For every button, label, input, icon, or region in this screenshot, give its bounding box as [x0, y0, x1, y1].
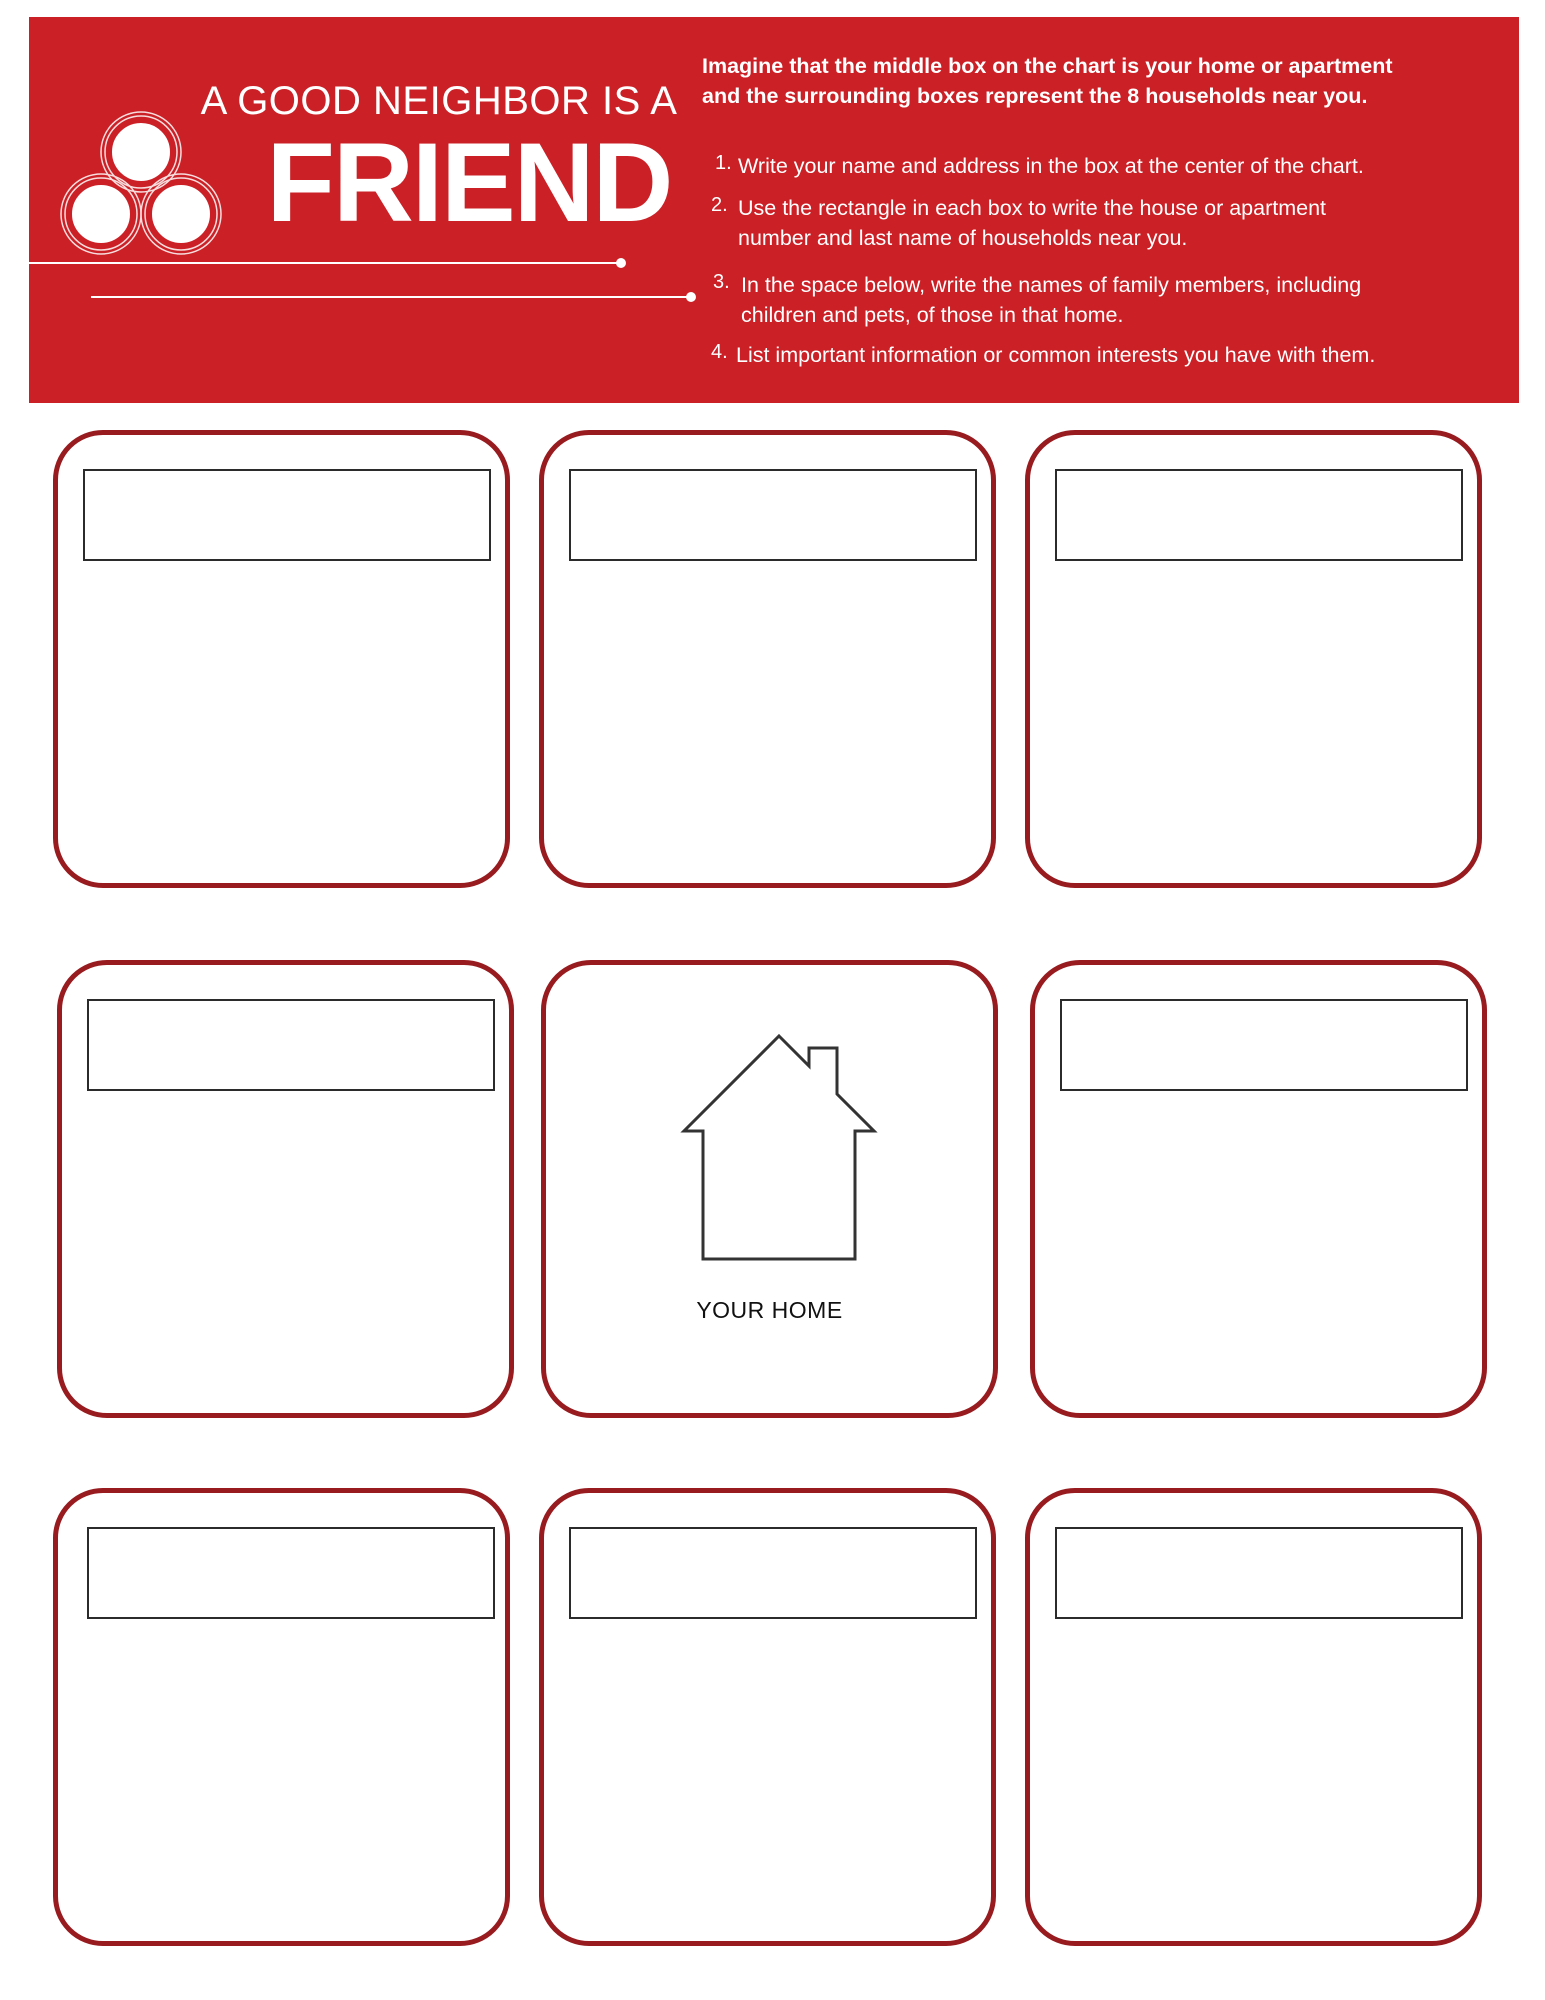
neighbor-box-bottom-right	[1025, 1488, 1482, 1946]
intro-line-2: and the surrounding boxes represent the 8 households near you.	[702, 84, 1368, 108]
header-banner	[29, 17, 1519, 403]
household-name-field[interactable]	[87, 999, 495, 1091]
your-home-label: YOUR HOME	[696, 1297, 843, 1323]
household-name-field[interactable]	[569, 1527, 977, 1619]
household-name-field[interactable]	[87, 1527, 495, 1619]
household-name-field[interactable]	[1055, 469, 1463, 561]
step-number: 3.	[713, 271, 730, 293]
neighbor-box-middle-left	[57, 960, 514, 1418]
house-icon	[656, 1027, 896, 1287]
header-title: FRIEND	[266, 120, 672, 245]
neighbor-box-bottom-center	[539, 1488, 996, 1946]
step-number: 2.	[711, 194, 728, 216]
step-text: children and pets, of those in that home.	[741, 303, 1124, 327]
household-name-field[interactable]	[1055, 1527, 1463, 1619]
step-number: 1.	[715, 152, 732, 174]
step-number: 4.	[711, 341, 728, 363]
household-name-field[interactable]	[83, 469, 491, 561]
header-subtitle: A GOOD NEIGHBOR IS A	[200, 79, 678, 123]
your-home-box[interactable]	[541, 960, 998, 1418]
step-text: Use the rectangle in each box to write the house or apartment	[738, 196, 1327, 220]
neighbor-box-middle-right	[1030, 960, 1487, 1418]
instruction-list	[29, 17, 1519, 403]
step-text: List important information or common interests you have with them.	[736, 343, 1376, 367]
neighbor-box-bottom-left	[53, 1488, 510, 1946]
household-name-field[interactable]	[1060, 999, 1468, 1091]
step-text: number and last name of households near you.	[738, 226, 1188, 250]
step-text: In the space below, write the names of family members, including	[741, 273, 1362, 297]
step-text: Write your name and address in the box at the center of the chart.	[738, 154, 1364, 178]
neighbor-box-top-right	[1025, 430, 1482, 888]
neighbor-box-top-center	[539, 430, 996, 888]
neighbor-box-top-left	[53, 430, 510, 888]
intro-line-1: Imagine that the middle box on the chart is your home or apartment	[702, 54, 1393, 78]
household-name-field[interactable]	[569, 469, 977, 561]
